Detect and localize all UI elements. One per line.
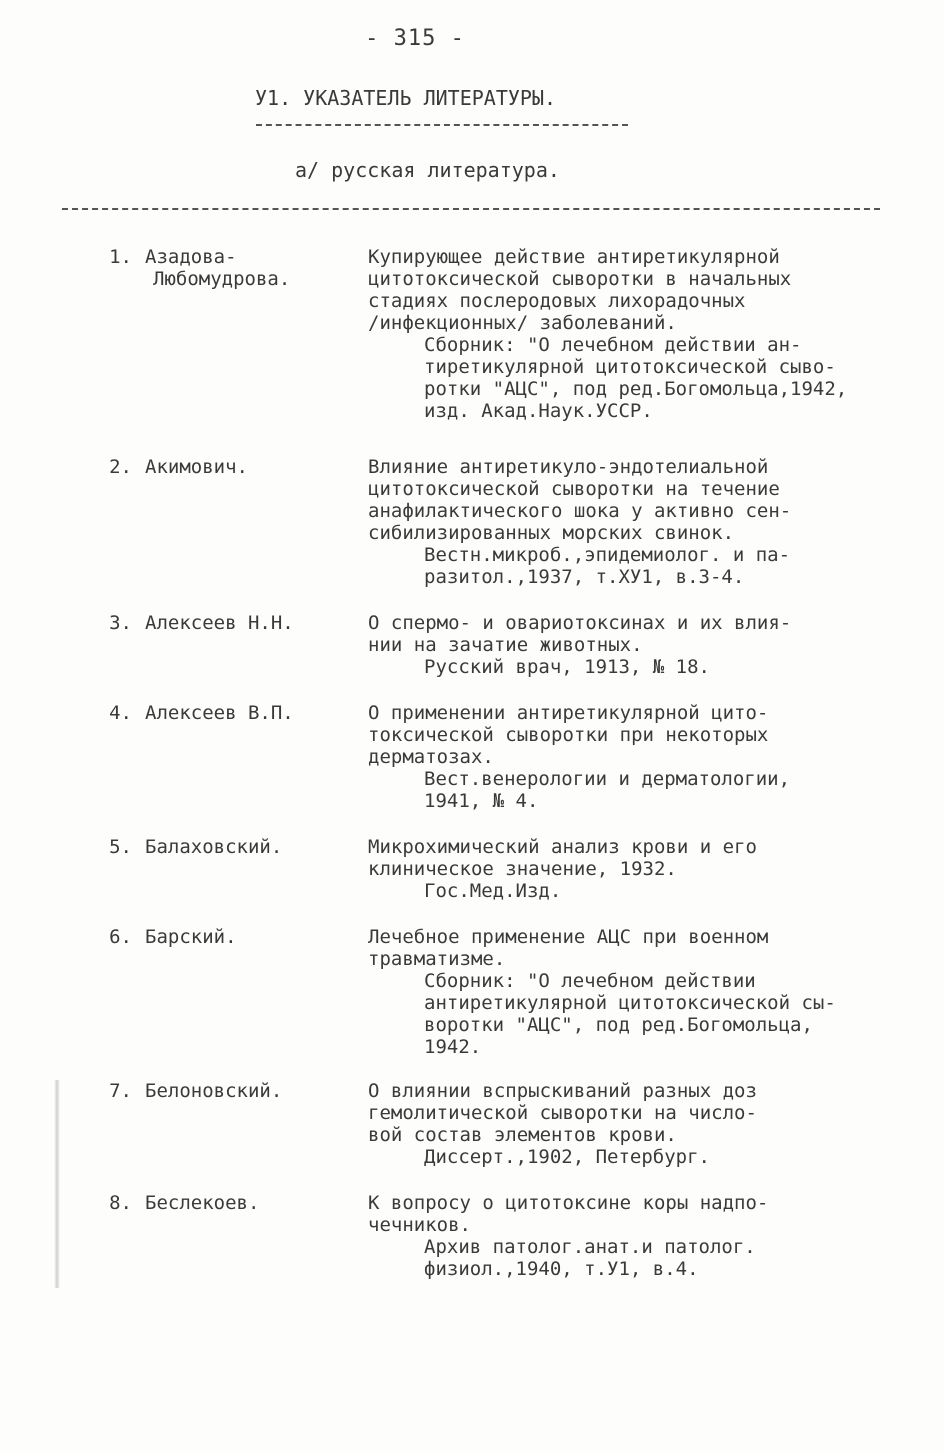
entry-title-line: О влиянии вспрыскиваний разных доз [368, 1080, 757, 1102]
entry-body [368, 246, 898, 422]
entry-title-line: токсической сыворотки при некоторых [368, 724, 769, 746]
entry-source-line: тиретикулярной цитотоксической сыво- [424, 356, 836, 378]
entry-title-line: Лечебное применение АЦС при военном [368, 926, 769, 948]
entry-title-line: К вопросу о цитотоксине коры надпо- [368, 1192, 769, 1214]
entry-number: 4. [109, 702, 132, 724]
entry-author [145, 246, 360, 290]
subsection-title: а/ русская литература. [295, 158, 560, 182]
entry-source-line: изд. Акад.Наук.УССР. [424, 400, 653, 422]
entry-source-line: Русский врач, 1913, № 18. [424, 656, 710, 678]
entry-title-line: Влияние антиретикуло-эндотелиальной [368, 456, 769, 478]
entry-number: 5. [109, 836, 132, 858]
entry-title-line: /инфекционных/ заболеваний. [368, 312, 677, 334]
entry-source-line: Архив патолог.анат.и патолог. [424, 1236, 756, 1258]
section-title-underline [256, 124, 628, 126]
entry-title-line: стадиях послеродовых лихорадочных [368, 290, 746, 312]
entry-title-line: О спермо- и овариотоксинах и их влия- [368, 612, 792, 634]
entry-author-line: Азадова- [145, 246, 237, 268]
entry-number: 1. [109, 246, 132, 268]
entry-body [368, 456, 898, 588]
entry-body [368, 702, 898, 812]
entry-source-line: 1942. [424, 1036, 482, 1058]
entry-title-line: клиническое значение, 1932. [368, 858, 677, 880]
entry-title-line: травматизме. [368, 948, 506, 970]
entry-source-line: антиретикулярной цитотоксической сы- [424, 992, 836, 1014]
entry-source-line: физиол.,1940, т.У1, в.4. [424, 1258, 699, 1280]
entry-title-line: О применении антиретикулярной цито- [368, 702, 769, 724]
entry-author-line: Любомудрова. [153, 268, 291, 290]
entry-author: Акимович. [145, 456, 248, 478]
entry-title-line: цитотоксической сыворотки на течение [368, 478, 780, 500]
scan-edge-shadow [54, 1080, 60, 1288]
entry-source-line: воротки "АЦС", под ред.Богомольца, [424, 1014, 813, 1036]
entry-title-line: чечников. [368, 1214, 471, 1236]
entry-source-line: Диссерт.,1902, Петербург. [424, 1146, 710, 1168]
section-title: У1. УКАЗАТЕЛЬ ЛИТЕРАТУРЫ. [255, 86, 557, 110]
entry-title-line: вой состав элементов крови. [368, 1124, 677, 1146]
entry-body [368, 1080, 898, 1168]
dashed-separator [62, 208, 880, 210]
entry-title-line: Купирующее действие антиретикулярной [368, 246, 780, 268]
entry-source-line: Вест.венерологии и дерматологии, [424, 768, 791, 790]
entry-title-line: гемолитической сыворотки на числo- [368, 1102, 757, 1124]
entry-number: 6. [109, 926, 132, 948]
entry-source-line: Сборник: "О лечебном действии [424, 970, 756, 992]
entry-title-line: Микрохимический анализ крови и его [368, 836, 757, 858]
entry-author: Алексеев В.П. [145, 702, 294, 724]
page-number: - 315 - [365, 26, 465, 51]
entry-number: 3. [109, 612, 132, 634]
entry-source-line: разитол.,1937, т.ХУ1, в.3-4. [424, 566, 745, 588]
entry-author: Белоновский. [145, 1080, 283, 1102]
entry-number: 7. [109, 1080, 132, 1102]
entry-source-line: Гос.Мед.Изд. [424, 880, 562, 902]
entry-body [368, 836, 898, 902]
entry-source-line: Вестн.микроб.,эпидемиолог. и па- [424, 544, 791, 566]
entry-title-line: сибилизированных морских свинок. [368, 522, 735, 544]
entry-source-line: Сборник: "О лечебном действии ан- [424, 334, 802, 356]
entry-author: Барский. [145, 926, 237, 948]
entry-body [368, 1192, 898, 1280]
entry-title-line: нии на зачатие животных. [368, 634, 643, 656]
entry-body [368, 612, 898, 678]
entry-author: Беслекоев. [145, 1192, 260, 1214]
entry-author: Балаховский. [145, 836, 283, 858]
entry-author: Алексеев Н.Н. [145, 612, 294, 634]
entry-number: 8. [109, 1192, 132, 1214]
entry-source-line: ротки "АЦС", под ред.Богомольца,1942, [424, 378, 848, 400]
entry-body [368, 926, 898, 1058]
entry-number: 2. [109, 456, 132, 478]
entry-source-line: 1941, № 4. [424, 790, 539, 812]
entry-title-line: анафилактического шока у активно сен- [368, 500, 792, 522]
entry-title-line: цитотоксической сыворотки в начальных [368, 268, 792, 290]
entry-title-line: дерматозах. [368, 746, 494, 768]
